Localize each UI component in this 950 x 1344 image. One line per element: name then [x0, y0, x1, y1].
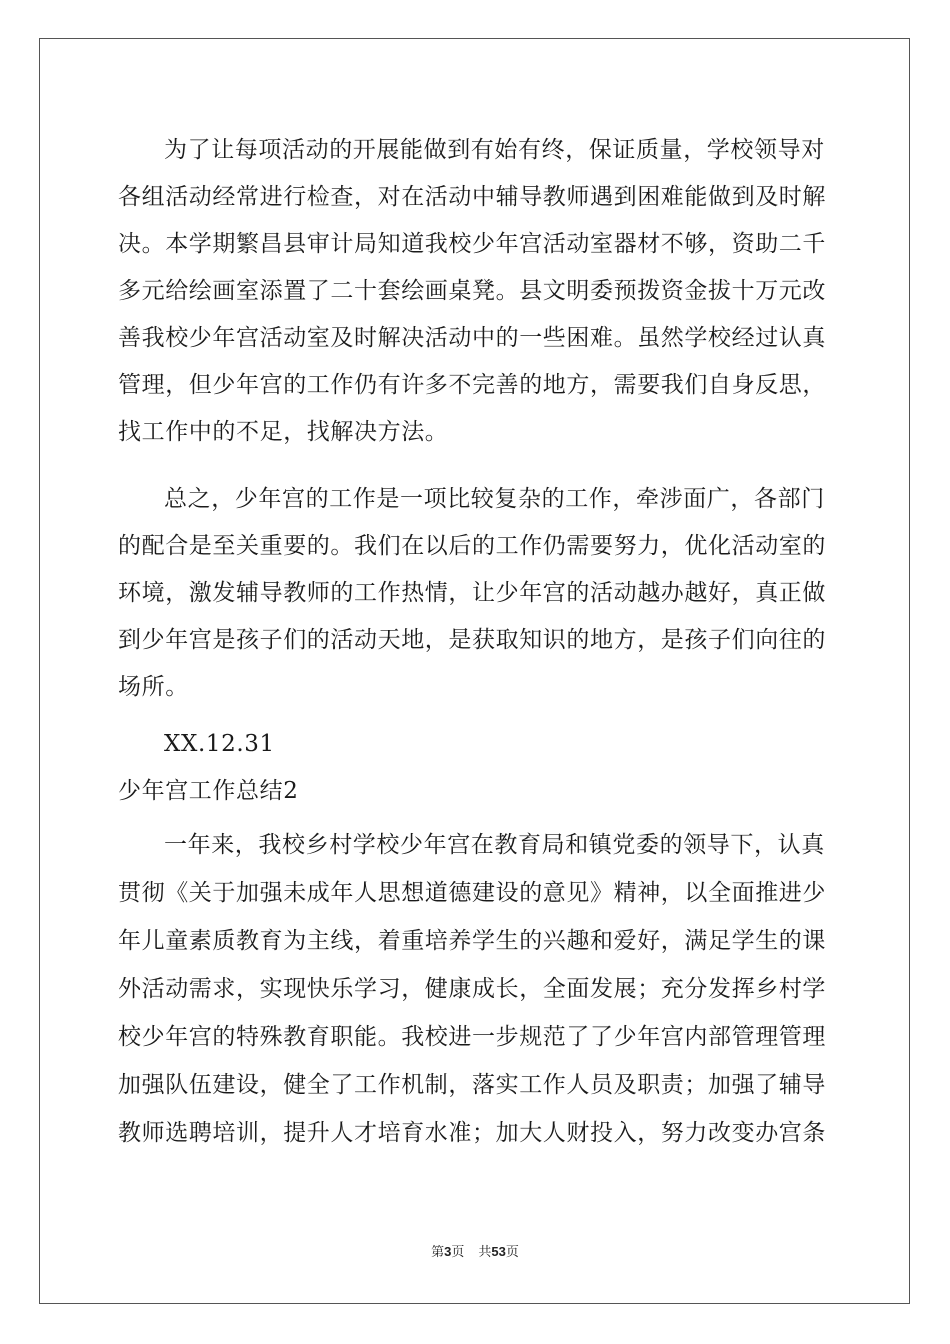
current-page-number: 3 [444, 1244, 452, 1259]
paragraph-line: 贯彻《关于加强未成年人思想道德建设的意见》精神，以全面推进少 [118, 880, 826, 906]
paragraph-line: 善我校少年宫活动室及时解决活动中的一些困难。虽然学校经过认真 [118, 325, 826, 351]
paragraph-line: 场所。 [118, 674, 189, 700]
paragraph-line: 年儿童素质教育为主线，着重培养学生的兴趣和爱好，满足学生的课 [118, 928, 826, 954]
total-unit: 页 [505, 1245, 519, 1260]
paragraph-line: 到少年宫是孩子们的活动天地，是获取知识的地方，是孩子们向往的 [118, 627, 826, 653]
paragraph-line: 找工作中的不足，找解决方法。 [118, 419, 449, 445]
total-page-count: 53 [491, 1244, 506, 1259]
paragraph-line: 一年来，我校乡村学校少年宫在教育局和镇党委的领导下，认真 [164, 832, 825, 858]
page-unit: 页 [451, 1245, 465, 1260]
paragraph-line: 各组活动经常进行检查，对在活动中辅导教师遇到困难能做到及时解 [118, 184, 826, 210]
paragraph-line: 教师选聘培训，提升人才培育水准；加大人财投入，努力改变办宫条 [118, 1120, 826, 1146]
date-line: XX.12.31 [164, 731, 275, 757]
paragraph-line: 总之，少年宫的工作是一项比较复杂的工作，牵涉面广，各部门 [164, 486, 825, 512]
paragraph-line: 的配合是至关重要的。我们在以后的工作仍需要努力，优化活动室的 [118, 533, 826, 559]
paragraph-line: 外活动需求，实现快乐学习，健康成长，全面发展；充分发挥乡村学 [118, 976, 826, 1002]
total-prefix: 共 [478, 1245, 492, 1260]
page-prefix: 第 [431, 1245, 445, 1260]
section-heading: 少年宫工作总结2 [118, 778, 299, 804]
page-footer [0, 1244, 950, 1261]
paragraph-line: 决。本学期繁昌县审计局知道我校少年宫活动室器材不够，资助二千 [118, 231, 826, 257]
paragraph-line: 环境，激发辅导教师的工作热情，让少年宫的活动越办越好，真正做 [118, 580, 826, 606]
paragraph-line: 校少年宫的特殊教育职能。我校进一步规范了了少年宫内部管理管理 [118, 1024, 826, 1050]
paragraph-line: 为了让每项活动的开展能做到有始有终，保证质量，学校领导对 [164, 137, 825, 163]
paragraph-line: 加强队伍建设，健全了工作机制，落实工作人员及职责；加强了辅导 [118, 1072, 826, 1098]
paragraph-line: 多元给绘画室添置了二十套绘画桌凳。县文明委预拨资金拔十万元改 [118, 278, 826, 304]
paragraph-line: 管理，但少年宫的工作仍有许多不完善的地方，需要我们自身反思， [118, 372, 826, 398]
page-border [39, 38, 910, 1304]
